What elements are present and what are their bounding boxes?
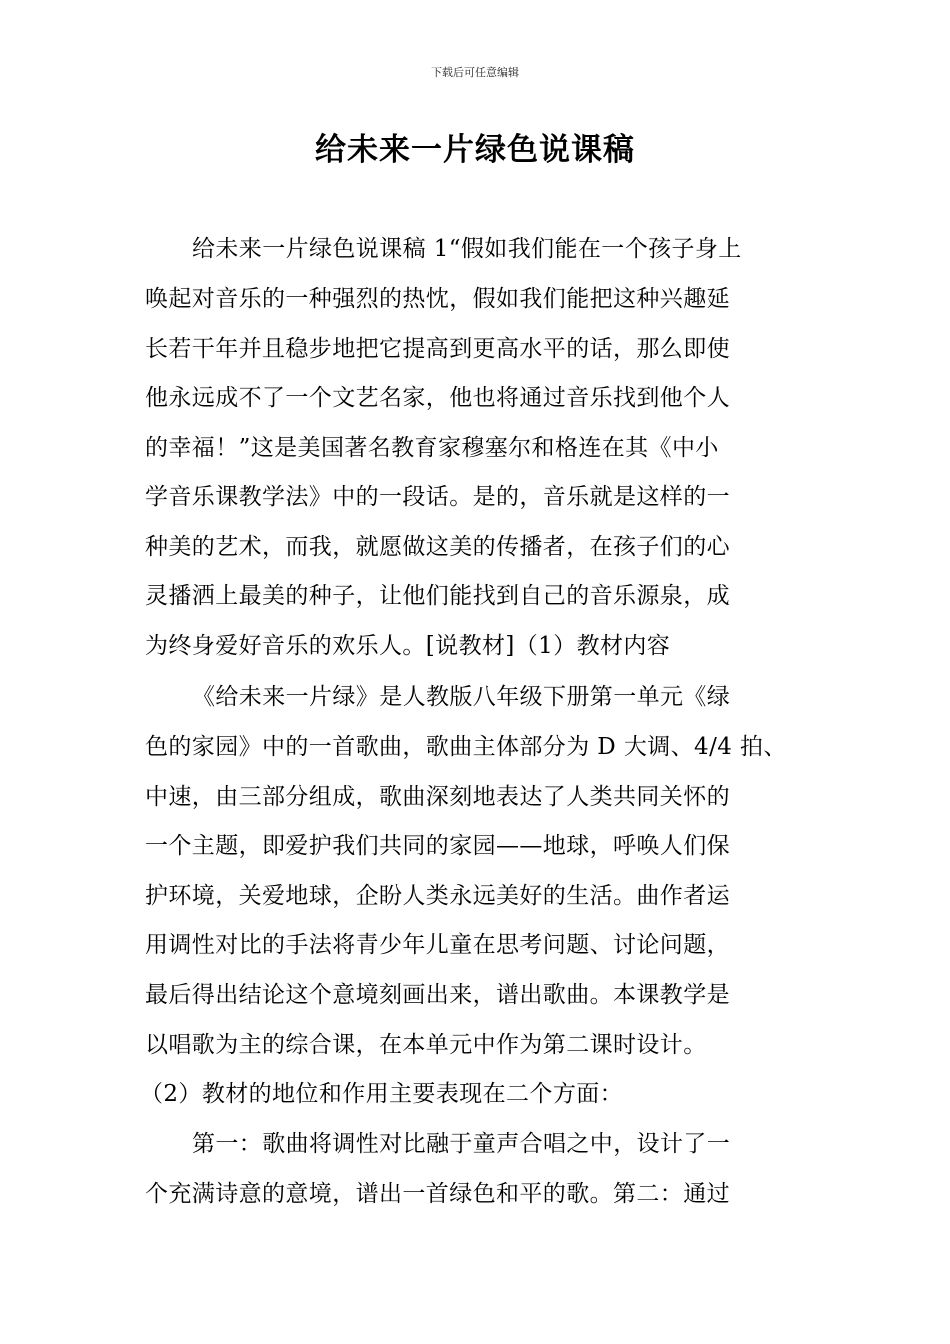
body-line: 护环境，关爱地球，企盼人类永远美好的生活。曲作者运: [145, 883, 730, 909]
body-line: 他永远成不了一个文艺名家，他也将通过音乐找到他个人: [145, 385, 730, 411]
body-line: 一个主题，即爱护我们共同的家园——地球，呼唤人们保: [145, 833, 730, 859]
body-line: 唤起对音乐的一种强烈的热忱，假如我们能把这种兴趣延: [145, 286, 730, 312]
body-line: 灵播洒上最美的种子，让他们能找到自己的音乐源泉，成: [145, 583, 730, 609]
body-line: 色的家园》中的一首歌曲，歌曲主体部分为 D 大调、4/4 拍、: [145, 734, 787, 760]
body-line: 《给未来一片绿》是人教版八年级下册第一单元《绿: [192, 684, 731, 710]
body-line: 第一：歌曲将调性对比融于童声合唱之中，设计了一: [192, 1131, 731, 1157]
body-line: 种美的艺术，而我，就愿做这美的传播者，在孩子们的心: [145, 534, 730, 560]
body-line: （2）教材的地位和作用主要表现在二个方面：: [140, 1081, 624, 1107]
body-line: 个充满诗意的意境，谱出一首绿色和平的歌。第二：通过: [145, 1181, 730, 1207]
body-line: 学音乐课教学法》中的一段话。是的，音乐就是这样的一: [145, 484, 730, 510]
body-line: 为终身爱好音乐的欢乐人。[说教材]（1）教材内容: [145, 633, 671, 659]
body-line: 长若干年并且稳步地把它提高到更高水平的话，那么即使: [145, 336, 730, 362]
body-line: 最后得出结论这个意境刻画出来，谱出歌曲。本课教学是: [145, 982, 730, 1008]
body-line: 给未来一片绿色说课稿 1“假如我们能在一个孩子身上: [192, 236, 742, 262]
body-line: 的幸福！”这是美国著名教育家穆塞尔和格连在其《中小: [145, 435, 719, 461]
page-header-note: 下载后可任意编辑: [431, 66, 519, 79]
body-line: 中速，由三部分组成，歌曲深刻地表达了人类共同关怀的: [145, 784, 730, 810]
body-line: 以唱歌为主的综合课，在本单元中作为第二课时设计。: [145, 1032, 707, 1058]
document-title: 给未来一片绿色说课稿: [315, 132, 635, 168]
body-line: 用调性对比的手法将青少年儿童在思考问题、讨论问题，: [145, 932, 730, 958]
